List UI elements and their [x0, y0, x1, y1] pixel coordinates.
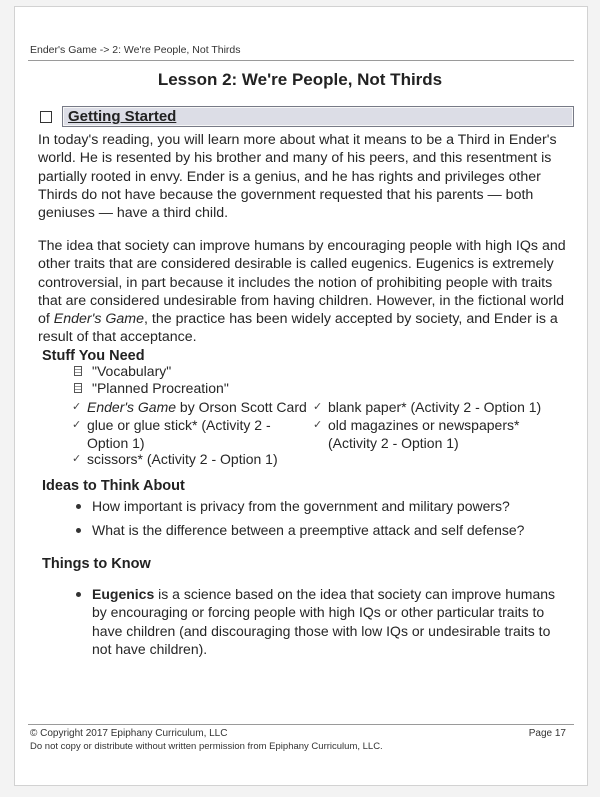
- page-number: Page 17: [528, 728, 566, 739]
- bullet-icon: [76, 504, 81, 509]
- idea-item: [92, 521, 562, 539]
- supply-label: blank paper* (Activity 2 - Option 1): [328, 399, 542, 415]
- eugenics-paragraph-text: The idea that society can improve humans by encouraging people with high IQs and other traits that are considered desirable is called eugenics. Eugenics is extremely controversial, in part because it includes the notion of prohibiting people with traits that are considered undesirable from having children. However, in the fictional world of: [38, 238, 566, 328]
- eugenics-paragraph: [38, 237, 570, 347]
- supply-label: scissors* (Activity 2 - Option 1): [87, 451, 278, 467]
- supply-item-glue: [72, 417, 305, 452]
- ideas-heading: Ideas to Think About: [42, 478, 185, 494]
- getting-started-heading: Getting Started: [68, 108, 177, 125]
- checkmark-icon: ✓: [72, 401, 82, 413]
- idea-text: What is the difference between a preemptive attack and self defense?: [92, 522, 525, 538]
- definition-item: [92, 585, 562, 658]
- checkmark-icon: ✓: [72, 419, 82, 431]
- resource-label: "Vocabulary": [92, 363, 172, 379]
- intro-paragraph: In today's reading, you will learn more about what it means to be a Third in Ender's world. He is resented by his brother and many of his peers, and this resentment is partially rooted in envy. Ender is a genius, and he has rights and privileges other Thirds do not have because the government requested that his parents — both geniuses — have a third child.: [38, 132, 557, 222]
- checkmark-icon: ✓: [313, 401, 323, 413]
- checkmark-icon: ✓: [313, 419, 323, 431]
- lesson-title: Lesson 2: We're People, Not Thirds: [157, 70, 443, 89]
- definition-text: is a science based on the idea that society can improve humans by encouraging or forcing people with high IQs or other particular traits to have children (and discouraging those with low IQs or undesirable traits to not have children).: [92, 586, 556, 657]
- footer-divider: [28, 724, 574, 725]
- resource-planned-procreation[interactable]: [74, 380, 229, 396]
- things-to-know-heading: Things to Know: [42, 556, 151, 572]
- idea-item: [92, 497, 562, 515]
- supply-book-title: Ender's Game: [87, 399, 177, 415]
- bullet-icon: [76, 528, 81, 533]
- idea-text: How important is privacy from the government and military powers?: [92, 498, 510, 514]
- definition-term: Eugenics: [92, 586, 155, 602]
- supply-item-book: [72, 399, 317, 417]
- getting-started-checkbox[interactable]: [40, 111, 52, 123]
- breadcrumb: Ender's Game -> 2: We're People, Not Thirds: [30, 44, 241, 56]
- checkmark-icon: ✓: [72, 453, 82, 465]
- supply-label: old magazines or newspapers* (Activity 2 - Option 1): [328, 417, 520, 451]
- bullet-icon: [76, 592, 81, 597]
- eugenics-paragraph-end: , the practice has been widely accepted by society, and Ender is a result of that acceptance.: [38, 311, 558, 346]
- document-icon: [74, 366, 82, 376]
- supply-item-paper: [313, 399, 568, 417]
- resource-vocabulary[interactable]: [74, 363, 171, 379]
- header-divider: [28, 60, 574, 61]
- supply-item-scissors: [72, 451, 317, 469]
- supply-book-author: by Orson Scott Card: [176, 399, 307, 415]
- supply-label: glue or glue stick* (Activity 2 - Option 1): [87, 417, 271, 451]
- stuff-you-need-heading: Stuff You Need: [42, 348, 145, 364]
- supply-item-magazines: [313, 417, 548, 452]
- resource-label: "Planned Procreation": [92, 380, 229, 396]
- book-title: Ender's Game: [53, 311, 145, 328]
- copyright-notice: © Copyright 2017 Epiphany Curriculum, LLC: [30, 728, 228, 739]
- document-icon: [74, 383, 82, 393]
- distribution-notice: Do not copy or distribute without written permission from Epiphany Curriculum, LLC.: [30, 741, 383, 752]
